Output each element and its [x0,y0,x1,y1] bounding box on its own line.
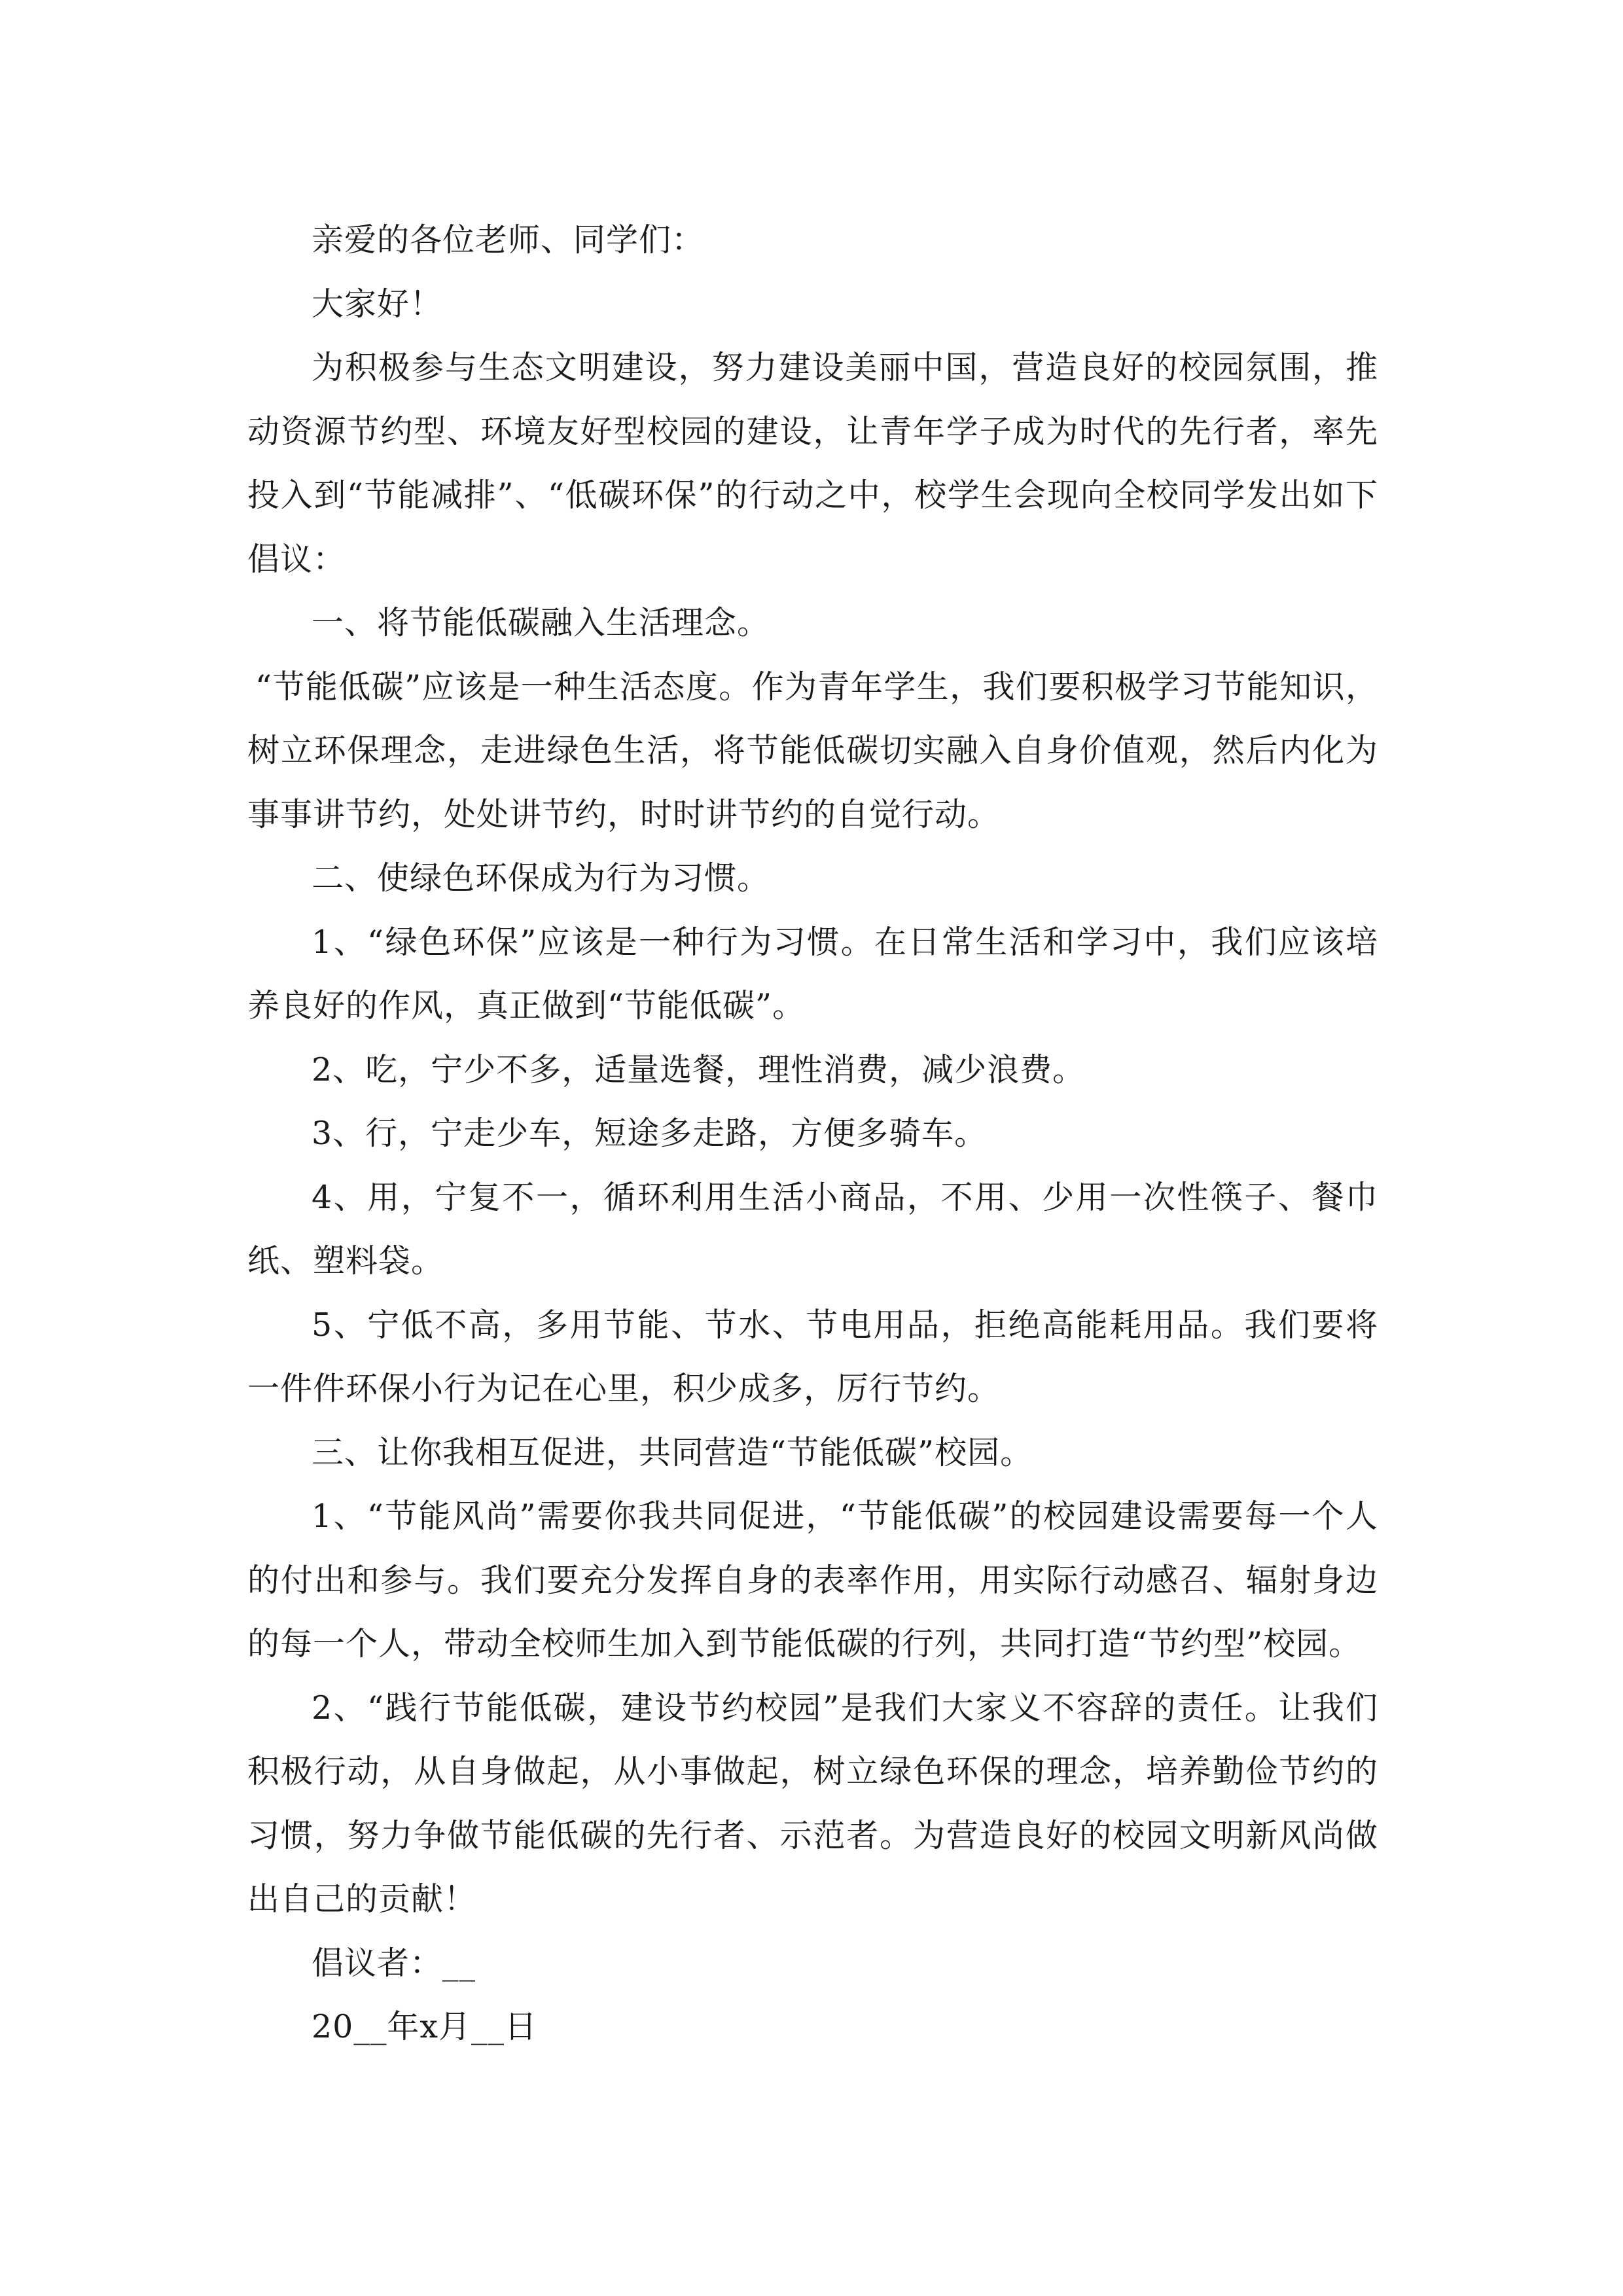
greeting: 大家好！ [312,285,443,323]
intro-paragraph: 为积极参与生态文明建设，努力建设美丽中国，营造良好的校园氛围，推动资源节约型、环境友好型校园的建设，让青年学子成为时代的先行者，率先投入到“节能减排”、“低碳环保”的行动之中，校学生会现向全校同学发出如下倡议： [247,349,1378,578]
section-3-item-1: 1、“节能风尚”需要你我共同促进，“节能低碳”的校园建设需要每一个人的付出和参与。我们要充分发挥自身的表率作用，用实际行动感召、辐射身边的每一个人，带动全校师生加入到节能低碳的行列，共同打造“节约型”校园。 [247,1498,1378,1662]
signature-date: 20__年x月__日 [312,2008,537,2045]
section-2-item-2: 2、吃，宁少不多，适量选餐，理性消费，减少浪费。 [312,1050,1086,1088]
section-heading-3: 三、让你我相互促进，共同营造“节能低碳”校园。 [312,1433,1033,1471]
salutation: 亲爱的各位老师、同学们： [312,221,705,259]
section-heading-1: 一、将节能低碳融入生活理念。 [312,604,770,641]
section-2-item-3: 3、行，宁走少车，短途多走路，方便多骑车。 [312,1115,988,1152]
section-2-item-1: 1、“绿色环保”应该是一种行为习惯。在日常生活和学习中，我们应该培养良好的作风，真正做到“节能低碳”。 [247,923,1378,1024]
section-2-item-4: 4、用，宁复不一，循环利用生活小商品，不用、少用一次性筷子、餐巾纸、塑料袋。 [247,1178,1378,1280]
section-1-paragraph: “节能低碳”应该是一种生活态度。作为青年学生，我们要积极学习节能知识，树立环保理念，走进绿色生活，将节能低碳切实融入自身价值观，然后内化为事事讲节约，处处讲节约，时时讲节约的自觉行动。 [247,668,1378,833]
signature-initiator: 倡议者：__ [312,1944,476,1982]
section-heading-2: 二、使绿色环保成为行为习惯。 [312,859,770,897]
section-2-item-5: 5、宁低不高，多用节能、节水、节电用品，拒绝高能耗用品。我们要将一件件环保小行为记在心里，积少成多，厉行节约。 [247,1306,1378,1407]
section-3-item-2: 2、“践行节能低碳，建设节约校园”是我们大家义不容辞的责任。让我们积极行动，从自身做起，从小事做起，树立绿色环保的理念，培养勤俭节约的习惯，努力争做节能低碳的先行者、示范者。为营造良好的校园文明新风尚做出自己的贡献！ [247,1689,1378,1918]
document-body [247,208,1378,2059]
